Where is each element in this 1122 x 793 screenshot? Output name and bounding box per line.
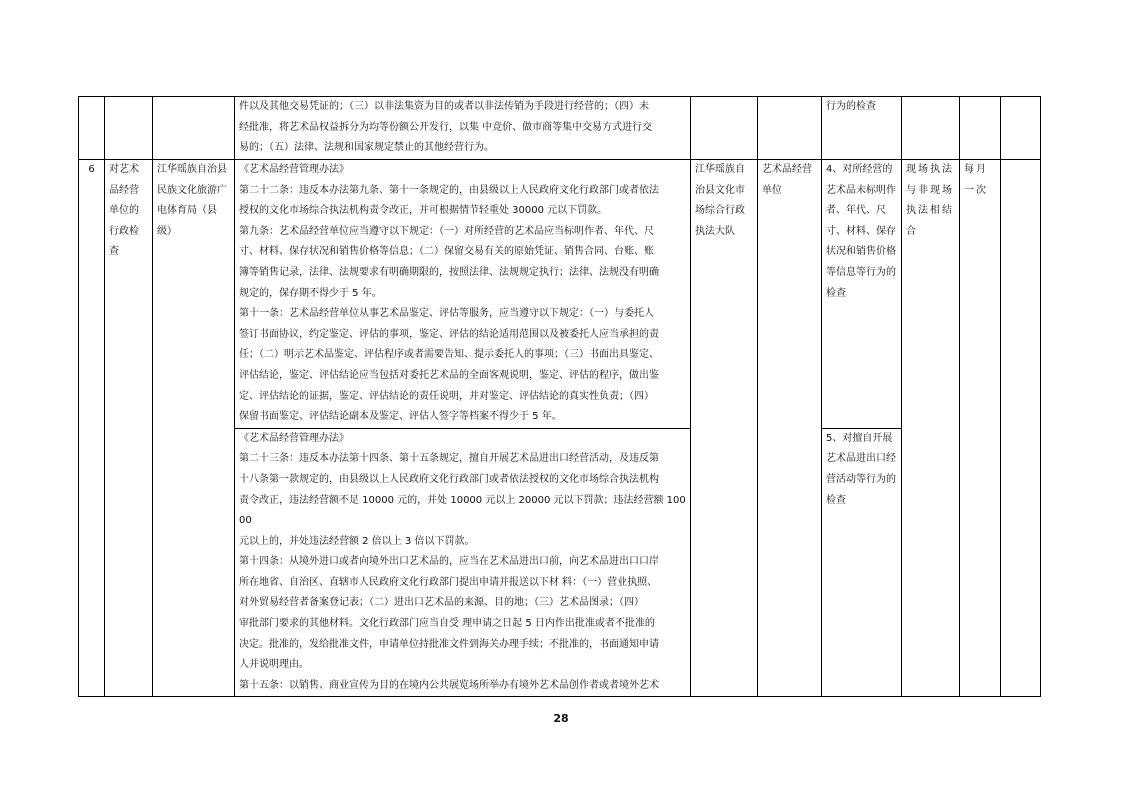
legal-text-line: 签订书面协议，约定鉴定、评估的事项，鉴定、评估的结论适用范围以及被委托人应当承担的责 [239, 328, 659, 340]
table-row [79, 97, 1041, 160]
legal-basis-cell [235, 160, 691, 429]
number-cell [79, 97, 105, 160]
legal-text-line: 十八条第一款规定的，由县级以上人民政府文化行政部门或者依法授权的文化市场综合执法机构 [239, 473, 659, 485]
legal-text-line: 定、评估结论的证据，鉴定、评估结论的责任说明，并对鉴定、评估结论的真实性负责；（四） [239, 390, 654, 402]
legal-basis-cell [235, 97, 691, 160]
inspection-method: 现场执法与非现场执法相结合 [902, 160, 960, 697]
legal-basis-cell [235, 428, 691, 697]
legal-text-line: 人并说明理由。 [239, 659, 309, 671]
implementing-authority: 江华瑶族自治县民族文化旅游广电体育局（县级） [153, 160, 235, 697]
remark-cell [1001, 160, 1041, 697]
page-number: 28 [553, 712, 569, 725]
legal-text-line: 第十五条：以销售、商业宣传为目的在境内公共展览场所举办有境外艺术品创作者或者境外艺术 [239, 679, 659, 691]
enforcer-cell [691, 97, 758, 160]
legal-text-line: 第二十二条：违反本办法第九条、第十一条规定的，由县级以上人民政府文化行政部门或者依法 [239, 184, 659, 196]
legal-text-line: 寸、材料、保存状况和销售价格等信息；（二）保留交易有关的原始凭证、销售合同、台账、账 [239, 246, 654, 258]
matter-cell: 行为的检查 [822, 97, 902, 160]
legal-text-line: 第十一条：艺术品经营单位从事艺术品鉴定、评估等服务，应当遵守以下规定：（一）与委托人 [239, 308, 654, 320]
method-cell [902, 97, 960, 160]
legal-text-line: 任；（二）明示艺术品鉴定、评估程序或者需要告知、提示委托人的事项；（三）书面出具鉴定、 [239, 349, 659, 361]
legal-text-line: 所在地省、自治区、直辖市人民政府文化行政部门提出申请并报送以下材 料：（一）营业执照、 [239, 576, 658, 588]
inspection-frequency: 每月一次 [960, 160, 1001, 697]
inspection-category: 对艺术品经营单位的行政检查 [105, 160, 153, 697]
inspection-matter: 5、对擅自开展艺术品进出口经营活动等行为的检查 [822, 428, 902, 697]
row-number: 6 [79, 160, 105, 697]
legal-text-line: 件以及其他交易凭证的；（三）以非法集资为目的或者以非法传销为手段进行经营的；（四）未 [239, 101, 649, 112]
legal-text-line: 保留书面鉴定、评估结论副本及鉴定、评估人签字等档案不得少于 5 年。 [239, 411, 562, 423]
legal-text-line: 责令改正，违法经营额不足 10000 元的，并处 10000 元以上 20000 元以下罚款；违法经营额 10000 [239, 494, 686, 527]
object-cell [758, 97, 822, 160]
legal-text-line: 决定。批准的，发给批准文件，申请单位持批准文件到海关办理手续；不批准的，书面通知申请 [239, 638, 659, 650]
remark-cell [1001, 97, 1041, 160]
legal-text-line: 对外贸易经营者备案登记表；（二）进出口艺术品的来源、目的地；（三）艺术品图录；（四） [239, 597, 644, 609]
category-cell [105, 97, 153, 160]
legal-text-line: 规定的，保存期不得少于 5 年。 [239, 287, 382, 299]
legal-text-line: 评估结论，鉴定、评估结论应当包括对委托艺术品的全面客观说明，鉴定、评估的程序，做出鉴 [239, 369, 659, 381]
legal-text-line: 《艺术品经营管理办法》 [239, 164, 349, 175]
table-row [79, 160, 1041, 429]
inspection-matter: 4、对所经营的艺术品未标明作者、年代、尺寸、材料、保存状况和销售价格等信息等行为的检查 [822, 160, 902, 429]
legal-text-line: 簿等销售记录，法律、法规要求有明确期限的，按照法律、法规规定执行；法律、法规没有明确 [239, 266, 659, 278]
legal-text-line: 第十四条：从境外进口或者向境外出口艺术品的，应当在艺术品进出口前，向艺术品进出口口岸 [239, 556, 659, 568]
legal-text-line: 经批准，将艺术品权益拆分为均等份额公开发行，以集 中竞价、做市商等集中交易方式进行交 [239, 121, 653, 133]
legal-text-line: 《艺术品经营管理办法》 [239, 432, 349, 444]
legal-text-line: 授权的文化市场综合执法机构责令改正，并可根据情节轻重处 30000 元以下罚款。 [239, 205, 608, 217]
inspection-matters-table [78, 96, 1041, 697]
legal-text-line: 第二十三条：违反本办法第十四条、第十五条规定，擅自开展艺术品进出口经营活动，及违反第 [239, 453, 659, 465]
legal-text-line: 易的；（五）法律、法规和国家规定禁止的其他经营行为。 [239, 142, 494, 154]
legal-text-line: 元以上的，并处违法经营额 2 倍以上 3 倍以下罚款。 [239, 535, 475, 547]
legal-text-line: 审批部门要求的其他材料。文化行政部门应当自受 理申请之日起 5 日内作出批准或者不批准的 [239, 618, 655, 630]
legal-text-line: 第九条：艺术品经营单位应当遵守以下规定：（一）对所经营的艺术品应当标明作者、年代、尺 [239, 225, 654, 237]
enforcement-body: 江华瑶族自治县文化市场综合行政执法大队 [691, 160, 758, 697]
authority-cell [153, 97, 235, 160]
inspection-object: 艺术品经营单位 [758, 160, 822, 697]
frequency-cell [960, 97, 1001, 160]
